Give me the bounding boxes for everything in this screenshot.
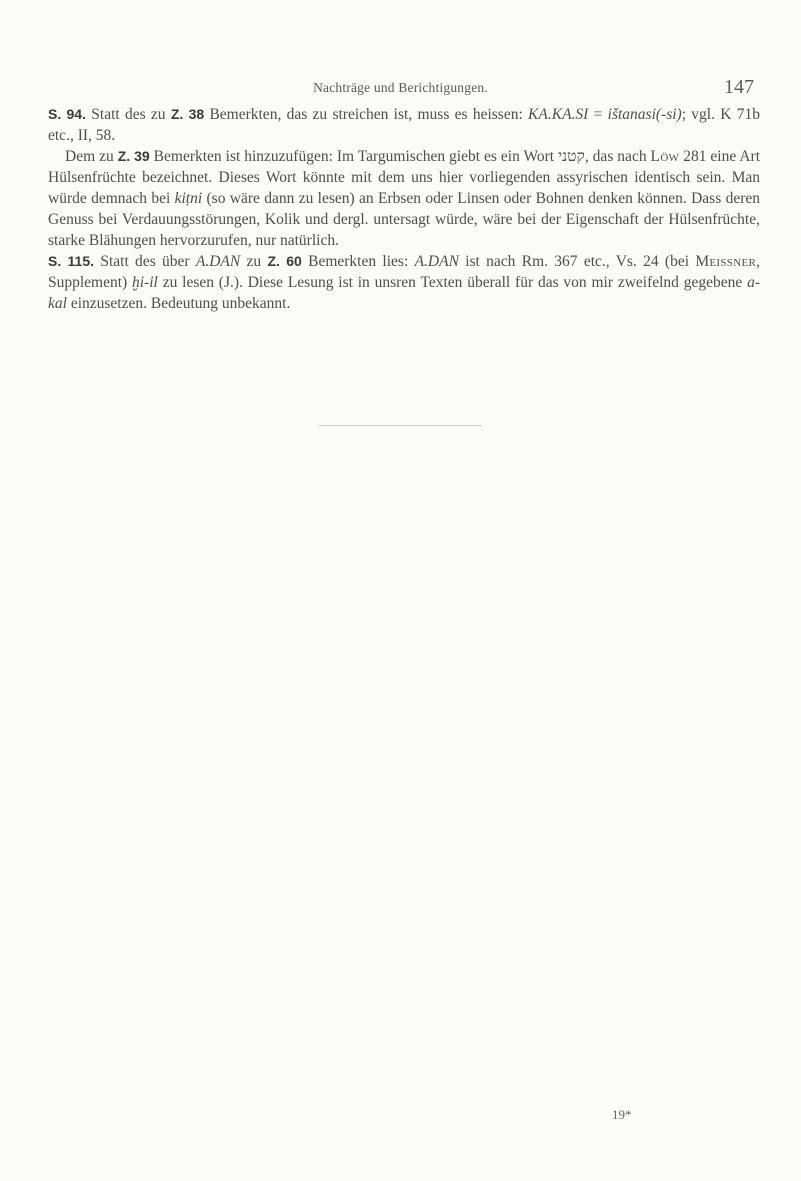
italic-term: A.DAN — [195, 253, 241, 270]
section-divider — [319, 425, 482, 426]
text-run: Statt des zu — [86, 106, 171, 123]
italic-term: ḫi-il — [132, 274, 158, 291]
running-title: Nachträge und Berichtigungen. — [313, 80, 488, 95]
text-run: Statt des über — [94, 253, 196, 270]
body-text — [48, 104, 760, 314]
text-run: Bemerkten, das zu streichen ist, muss es heissen: — [204, 106, 529, 123]
italic-term: a-kal — [48, 274, 760, 312]
text-run: = — [588, 106, 608, 123]
text-run: 281 eine Art Hülsenfrüchte bezeichnet. Dieses Wort könnte mit dem uns hier vorliegenden assyrischen identisch sein. Man würde demnach bei — [48, 148, 761, 207]
italic-term: KA.KA.SI — [528, 106, 589, 123]
author-name: Löw — [650, 148, 680, 165]
page-reference: S. 115. — [48, 253, 95, 269]
line-reference: Z. 39 — [117, 148, 150, 164]
text-run: Bemerkten lies: — [301, 253, 415, 270]
hebrew-word: קטני — [558, 147, 585, 165]
text-run: zu — [240, 253, 268, 270]
text-run: einzusetzen. Bedeutung unbekannt. — [66, 295, 291, 312]
text-run: (so wäre dann zu lesen) an Erbsen oder Linsen oder Bohnen denken können. Dass deren Genuss bei Verdauungsstörungen, Kolik und dergl. untersagt würde, wäre bei der Eigenschaft der Hülsenfrüchte, starke Blähungen hervorzurufen, nur natürlich. — [48, 190, 760, 249]
text-run: ; vgl. K 71b etc., II, 58. — [48, 106, 760, 144]
signature-mark: 19* — [612, 1107, 632, 1122]
text-run: , das nach — [584, 148, 651, 165]
paragraph-s94 — [48, 104, 760, 146]
text-run: Bemerkten ist hinzuzufügen: Im Targumischen giebt es ein Wort — [149, 148, 559, 165]
text-run: , Supplement) — [48, 253, 760, 291]
page-number: 147 — [724, 76, 754, 98]
italic-term: A.DAN — [414, 253, 459, 270]
page-reference: S. 94. — [48, 106, 86, 122]
italic-term: ištanasi(-si) — [607, 106, 682, 123]
line-reference: Z. 60 — [267, 253, 302, 269]
author-name: Meissner — [695, 253, 757, 270]
text-run: zu lesen (J.). Diese Lesung ist in unsren Texten überall für das von mir zweifelnd gegebene — [157, 274, 748, 291]
paragraph-z39 — [48, 146, 760, 251]
line-reference: Z. 38 — [170, 106, 205, 122]
text-run: ist nach Rm. 367 etc., Vs. 24 (bei — [458, 253, 696, 270]
paragraph-s115 — [48, 251, 760, 314]
italic-term: kiṭni — [174, 190, 203, 207]
text-run: Dem zu — [65, 148, 118, 165]
